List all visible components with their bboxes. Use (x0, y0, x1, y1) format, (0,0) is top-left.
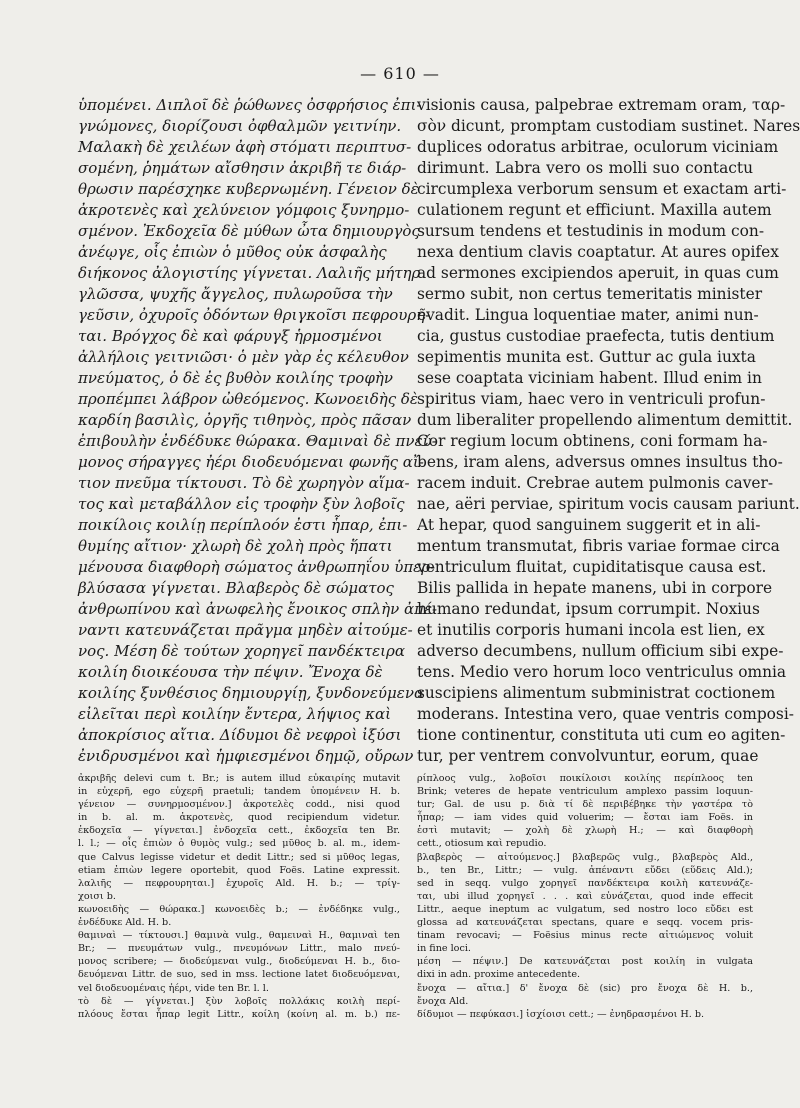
greek-text-line: κοιλίης ξυνθέσιος δημιουργίῃ, ξυνδονεύμενα (78, 684, 425, 702)
greek-text-line: ἀνθρωπίνου καὶ ἀνωφελὴς ἔνοικος σπλὴν ἀπέ- (78, 600, 438, 618)
footnote-line: Brink; veteres de hepate ventriculum amplexo passim loquun- (417, 786, 753, 798)
footnote-line: cett., otiosum καὶ repudio. (417, 838, 547, 850)
latin-text-line: nexa dentium clavis coaptatur. At aures opifex (417, 243, 779, 261)
footnote-line: τὸ δὲ — γίγνεται.] ξὺν λοβοῖς πολλάκις κοιλὴ περί- (78, 995, 400, 1007)
latin-text-line: ad sermones excipiendos aperuit, in quas cum (417, 264, 779, 282)
greek-text-line: ἐπιβουλὴν ἐνδέδυκε θώρακα. Θαμιναὶ δὲ πνεύ- (78, 432, 437, 450)
latin-text-line: evadit. Lingua loquentiae mater, animi nun- (417, 306, 759, 324)
latin-text-line: cia, gustus custodiae praefecta, tutis dentium (417, 327, 775, 345)
footnote-line: in εὐχερῆ, ego εὐχερῆ praetuli; tandem ὑπομένειν H. b. (78, 786, 400, 798)
greek-text-line: μονος σήραγγες ἠέρι διοδευόμεναι φωνῆς αἴ- (78, 453, 424, 471)
page-number: — 610 — (360, 64, 440, 83)
greek-text-line: γεῦσιν, ὀχυροῖς ὀδόντων θριγκοῖσι πεφρουρῆ- (78, 306, 431, 324)
footnote-line: l. l.; — οἷς ἐπιὼν ὁ θυμὸς vulg.; sed μῦθος b. al. m., idem- (78, 838, 400, 850)
latin-text-line: visionis causa, palpebrae extremam oram, ταρ- (417, 96, 786, 114)
footnote-line: ἐνδέδυκε Ald. H. b. (78, 917, 172, 929)
greek-text-column (78, 95, 438, 767)
footnote-line: b., ten Br., Littr.; — vulg. ἀπέναντι εὔδει (εὕδεις Ald.); (417, 864, 753, 876)
footnote-line: μέση — πέψιν.] De κατευνάζεται post κοιλίη in vulgata (417, 956, 753, 968)
greek-text-line: γνώμονες, διορίζουσι ὀφθαλμῶν γειτνίην. (78, 117, 402, 135)
latin-text-line: nae, aëri perviae, spiritum vocis causam pariunt. (417, 495, 800, 513)
footnote-line: ἐκδοχεῖα — γίγνεται.] ἐνδοχεῖα cett., ἐκδοχεῖα ten Br. (78, 825, 400, 837)
latin-text-line: culationem regunt et efficiunt. Maxilla autem (417, 201, 772, 219)
latin-text-line: At hepar, quod sanguinem suggerit et in ali- (417, 516, 761, 534)
latin-text-line: dirimunt. Labra vero os molli suo contactu (417, 159, 753, 177)
latin-text-line: σὸν dicunt, promptam custodiam sustinet. Nares (417, 117, 800, 135)
footnote-line: Littr., aeque ineptum ac vulgatum, sed nostro loco εὔδει est (417, 903, 753, 915)
footnote-line: γένειον — συνηρμοσμένον.] ἀκροτελὲς codd., nisi quod (78, 799, 400, 811)
latin-text-line: mentum transmutat, fibris variae formae circa (417, 537, 780, 555)
latin-text-line: adverso decumbens, nullum officium sibi expe- (417, 642, 784, 660)
footnote-line: ἔνοχα Ald. (417, 995, 469, 1007)
latin-text-line: Bilis pallida in hepate manens, ubi in corpore (417, 579, 773, 597)
greek-text-line: γλῶσσα, ψυχῆς ἄγγελος, πυλωροῦσα τὴν (78, 285, 393, 303)
greek-text-line: τος καὶ μεταβάλλον εἰς τροφὴν ξὺν λοβοῖς (78, 495, 405, 513)
latin-text-line: tione continentur, constituta uti cum eo agiten- (417, 726, 786, 744)
latin-text-line: bens, iram alens, adversus omnes insultus tho- (417, 453, 783, 471)
greek-text-line: ἀλλήλοις γειτνιῶσι· ὁ μὲν γὰρ ἐς κέλευθον (78, 348, 409, 366)
greek-text-line: διήκονος ἀλογιστίης γίγνεται. Λαλιῆς μήτηρ (78, 264, 421, 282)
footnote-line: in fine loci. (417, 943, 471, 955)
greek-text-line: Μαλακὴ δὲ χειλέων ἀφὴ στόματι περιπτυσ- (78, 138, 412, 156)
latin-text-line: moderans. Intestina vero, quae ventris composi- (417, 705, 794, 723)
greek-text-line: ἐνιδρυσμένοι καὶ ἡμφιεσμένοι δημῷ, οὔρων (78, 747, 414, 765)
footnote-line: Br.; — πνευμάτων vulg., πνευμόνων Littr., malo πνεύ- (78, 943, 400, 955)
footnote-line: dixi in adn. proxime antecedente. (417, 969, 581, 981)
greek-text-line: θυμίης αἴτιον· χλωρὴ δὲ χολὴ πρὸς ἥπατι (78, 537, 393, 555)
greek-text-line: μένουσα διαφθορὴ σώματος ἀνθρωπηΐου ὑπερ- (78, 558, 436, 576)
footnote-line: sed in seqq. vulgo χορηγεῖ πανδέκτειρα κοιλὴ κατευνάζε- (417, 877, 753, 889)
footnote-line: δευόμεναι Littr. de suo, sed in mss. lectione latet διοδευόμεναι, (78, 969, 400, 981)
latin-text-line: sese coaptata viciniam habent. Illud enim in (417, 369, 762, 387)
latin-text-line: tur, per ventrem convolvuntur, eorum, quae (417, 747, 759, 765)
footnote-line: tur; Gal. de usu p. διὰ τί δὲ περιβέβηκε τὴν γαστέρα τὸ (417, 799, 753, 811)
greek-text-line: ται. Βρόγχος δὲ καὶ φάρυγξ ἡρμοσμένοι (78, 327, 383, 345)
footnote-line: glossa ad κατευνάζεται spectans, quare e seqq. vocem pris- (417, 917, 753, 929)
greek-text-line: καρδίη βασιλὶς, ὀργῆς τιθηνὸς, πρὸς πᾶσαν (78, 411, 412, 429)
greek-text-line: εἰλεῖται περὶ κοιλίην ἔντερα, λήψιος καὶ (78, 705, 392, 723)
greek-text-line: ἀκροτενὲς καὶ χελύνειον γόμφοις ξυνηρμο- (78, 201, 410, 219)
greek-text-line: ποικίλοις κοιλίῃ περίπλοόν ἐστι ἧπαρ, ἐπι- (78, 516, 408, 534)
latin-text-column (417, 95, 800, 767)
footnote-line: ρίπλοος vulg., λοβοῖσι ποικίλοισι κοιλίης περίπλοος ten (417, 773, 753, 784)
footnote-line: etiam ἐπιὼν legere oportebit, quod Foës. Latine expressit. (78, 864, 400, 876)
footnote-line: λαλιῆς — πεφρουρηται.] ἐχυροῖς Ald. H. b.; — τρίγ- (78, 877, 400, 889)
greek-text-line: βλύσασα γίγνεται. Βλαβερὸς δὲ σώματος (78, 579, 394, 597)
latin-text-line: sepimentis munita est. Guttur ac gula iuxta (417, 348, 756, 366)
footnote-line: κωνοειδὴς — θώρακα.] κωνοειδὲς b.; — ἐνδέδηκε vulg., (78, 903, 400, 915)
footnote-line: πλόους ἔσται ἧπαρ legit Littr., κοίλη (κοίνη al. m. b.) πε- (78, 1008, 400, 1020)
greek-text-line: σμένον. Ἐκδοχεῖα δὲ μύθων ὦτα δημιουργὸς (78, 222, 420, 240)
greek-text-line: προπέμπει λάβρον ὠθεόμενος. Κωνοειδὴς δὲ (78, 390, 418, 408)
footnote-line: ἀκριβῆς delevi cum t. Br.; is autem illud εὐκαιρίης mutavit (78, 773, 400, 784)
latin-text-line: circumplexa verborum sensum et exactam arti- (417, 180, 787, 198)
latin-text-line: ventriculum fluitat, cupiditatisque causa est. (417, 558, 767, 576)
footnote-line: δίδυμοι — πεφύκασι.] ἰσχίοισι cett.; — ἐνηδρασμένοι H. b. (417, 1008, 705, 1020)
greek-text-line: κοιλίη διοικέουσα τὴν πέψιν. Ἔνοχα δὲ (78, 663, 383, 681)
greek-text-line: πνεύματος, ὁ δὲ ἐς βυθὸν κοιλίης τροφὴν (78, 369, 393, 387)
latin-text-line: humano redundat, ipsum corrumpit. Noxius (417, 600, 760, 618)
footnote-line: in b. al. m. ἀκροτενὲς, quod recipiendum videtur. (78, 812, 400, 824)
greek-text-line: ὑπομένει. Διπλοῖ δὲ ῥώθωνες ὀσφρήσιος ἐπι- (78, 96, 422, 114)
greek-text-line: τιον πνεῦμα τίκτουσι. Τὸ δὲ χωρηγὸν αἵμα- (78, 474, 410, 492)
greek-text-line: ἀνέῳγε, οἷς ἐπιὼν ὁ μῦθος οὐκ ἀσφαλὴς (78, 243, 387, 261)
footnote-line: βλαβερὸς — αἰτούμενος.] βλαβερῶς vulg., βλαβερὸς Ald., (417, 851, 753, 863)
latin-text-line: tens. Medio vero horum loco ventriculus omnia (417, 663, 787, 681)
greek-text-line: ἀποκρίσιος αἴτια. Δίδυμοι δὲ νεφροὶ ἰξύσι (78, 726, 402, 744)
latin-text-line: suscipiens alimentum subministrat coctionem (417, 684, 776, 702)
latin-text-line: duplices odoratus arbitrae, oculorum viciniam (417, 138, 779, 156)
footnotes-right-column (417, 772, 753, 1082)
latin-text-line: racem induit. Crebrae autem pulmonis caver- (417, 474, 774, 492)
footnote-line: vel διοδευομέναις ἠέρι, vide ten Br. l. l. (78, 982, 269, 994)
footnote-line: que Calvus legisse videtur et dedit Littr.; sed si μῦθος legas, (78, 851, 400, 863)
footnote-line: χοισι b. (78, 890, 116, 902)
footnote-line: θαμιναὶ — τίκτουσι.] θαμινὰ vulg., θαμειναὶ H., θαμιναὶ ten (78, 930, 400, 942)
footnote-line: ται, ubi illud χορηγεῖ . . . καὶ εὐνάζεται, quod inde effecit (417, 890, 753, 902)
footnote-line: ἧπαρ; — iam vides quid voluerim; — ἔσται iam Foës. in (417, 812, 753, 824)
greek-text-line: ναντι κατευνάζεται πρᾶγμα μηδὲν αἰτούμε- (78, 621, 413, 639)
greek-text-line: θρωσιν παρέσχηκε κυβερνωμένη. Γένειον δὲ (78, 180, 419, 198)
latin-text-line: Cor regium locum obtinens, coni formam ha- (417, 432, 768, 450)
latin-text-line: sursum tendens et testudinis in modum con- (417, 222, 765, 240)
latin-text-line: et inutilis corporis humani incola est lien, ex (417, 621, 765, 639)
latin-text-line: spiritus viam, haec vero in ventriculi profun- (417, 390, 766, 408)
greek-text-line: σομένη, ῥημάτων αἴσθησιν ἀκριβῆ τε διάρ- (78, 159, 407, 177)
footnote-line: ἔνοχα — αἴτια.] δ' ἔνοχα δὲ (sic) pro ἔνοχα δὲ H. b., (417, 982, 753, 994)
latin-text-line: dum liberaliter propellendo alimentum demittit. (417, 411, 793, 429)
footnote-line: ἐστὶ mutavit; — χολὴ δὲ χλωρὴ H.; — καὶ διαφθορὴ (417, 825, 753, 837)
footnotes-left-column (78, 772, 400, 1082)
footnote-line: tinam revocavi; — Foësius minus recte αἰτιώμενος voluit (417, 930, 753, 942)
footnote-line: μονος scribere; — διοδεύμεναι vulg., διοδεύμεναι H. b., διο- (78, 956, 400, 968)
latin-text-line: sermo subit, non certus temeritatis minister (417, 285, 763, 303)
greek-text-line: νος. Μέση δὲ τούτων χορηγεῖ πανδέκτειρα (78, 642, 405, 660)
